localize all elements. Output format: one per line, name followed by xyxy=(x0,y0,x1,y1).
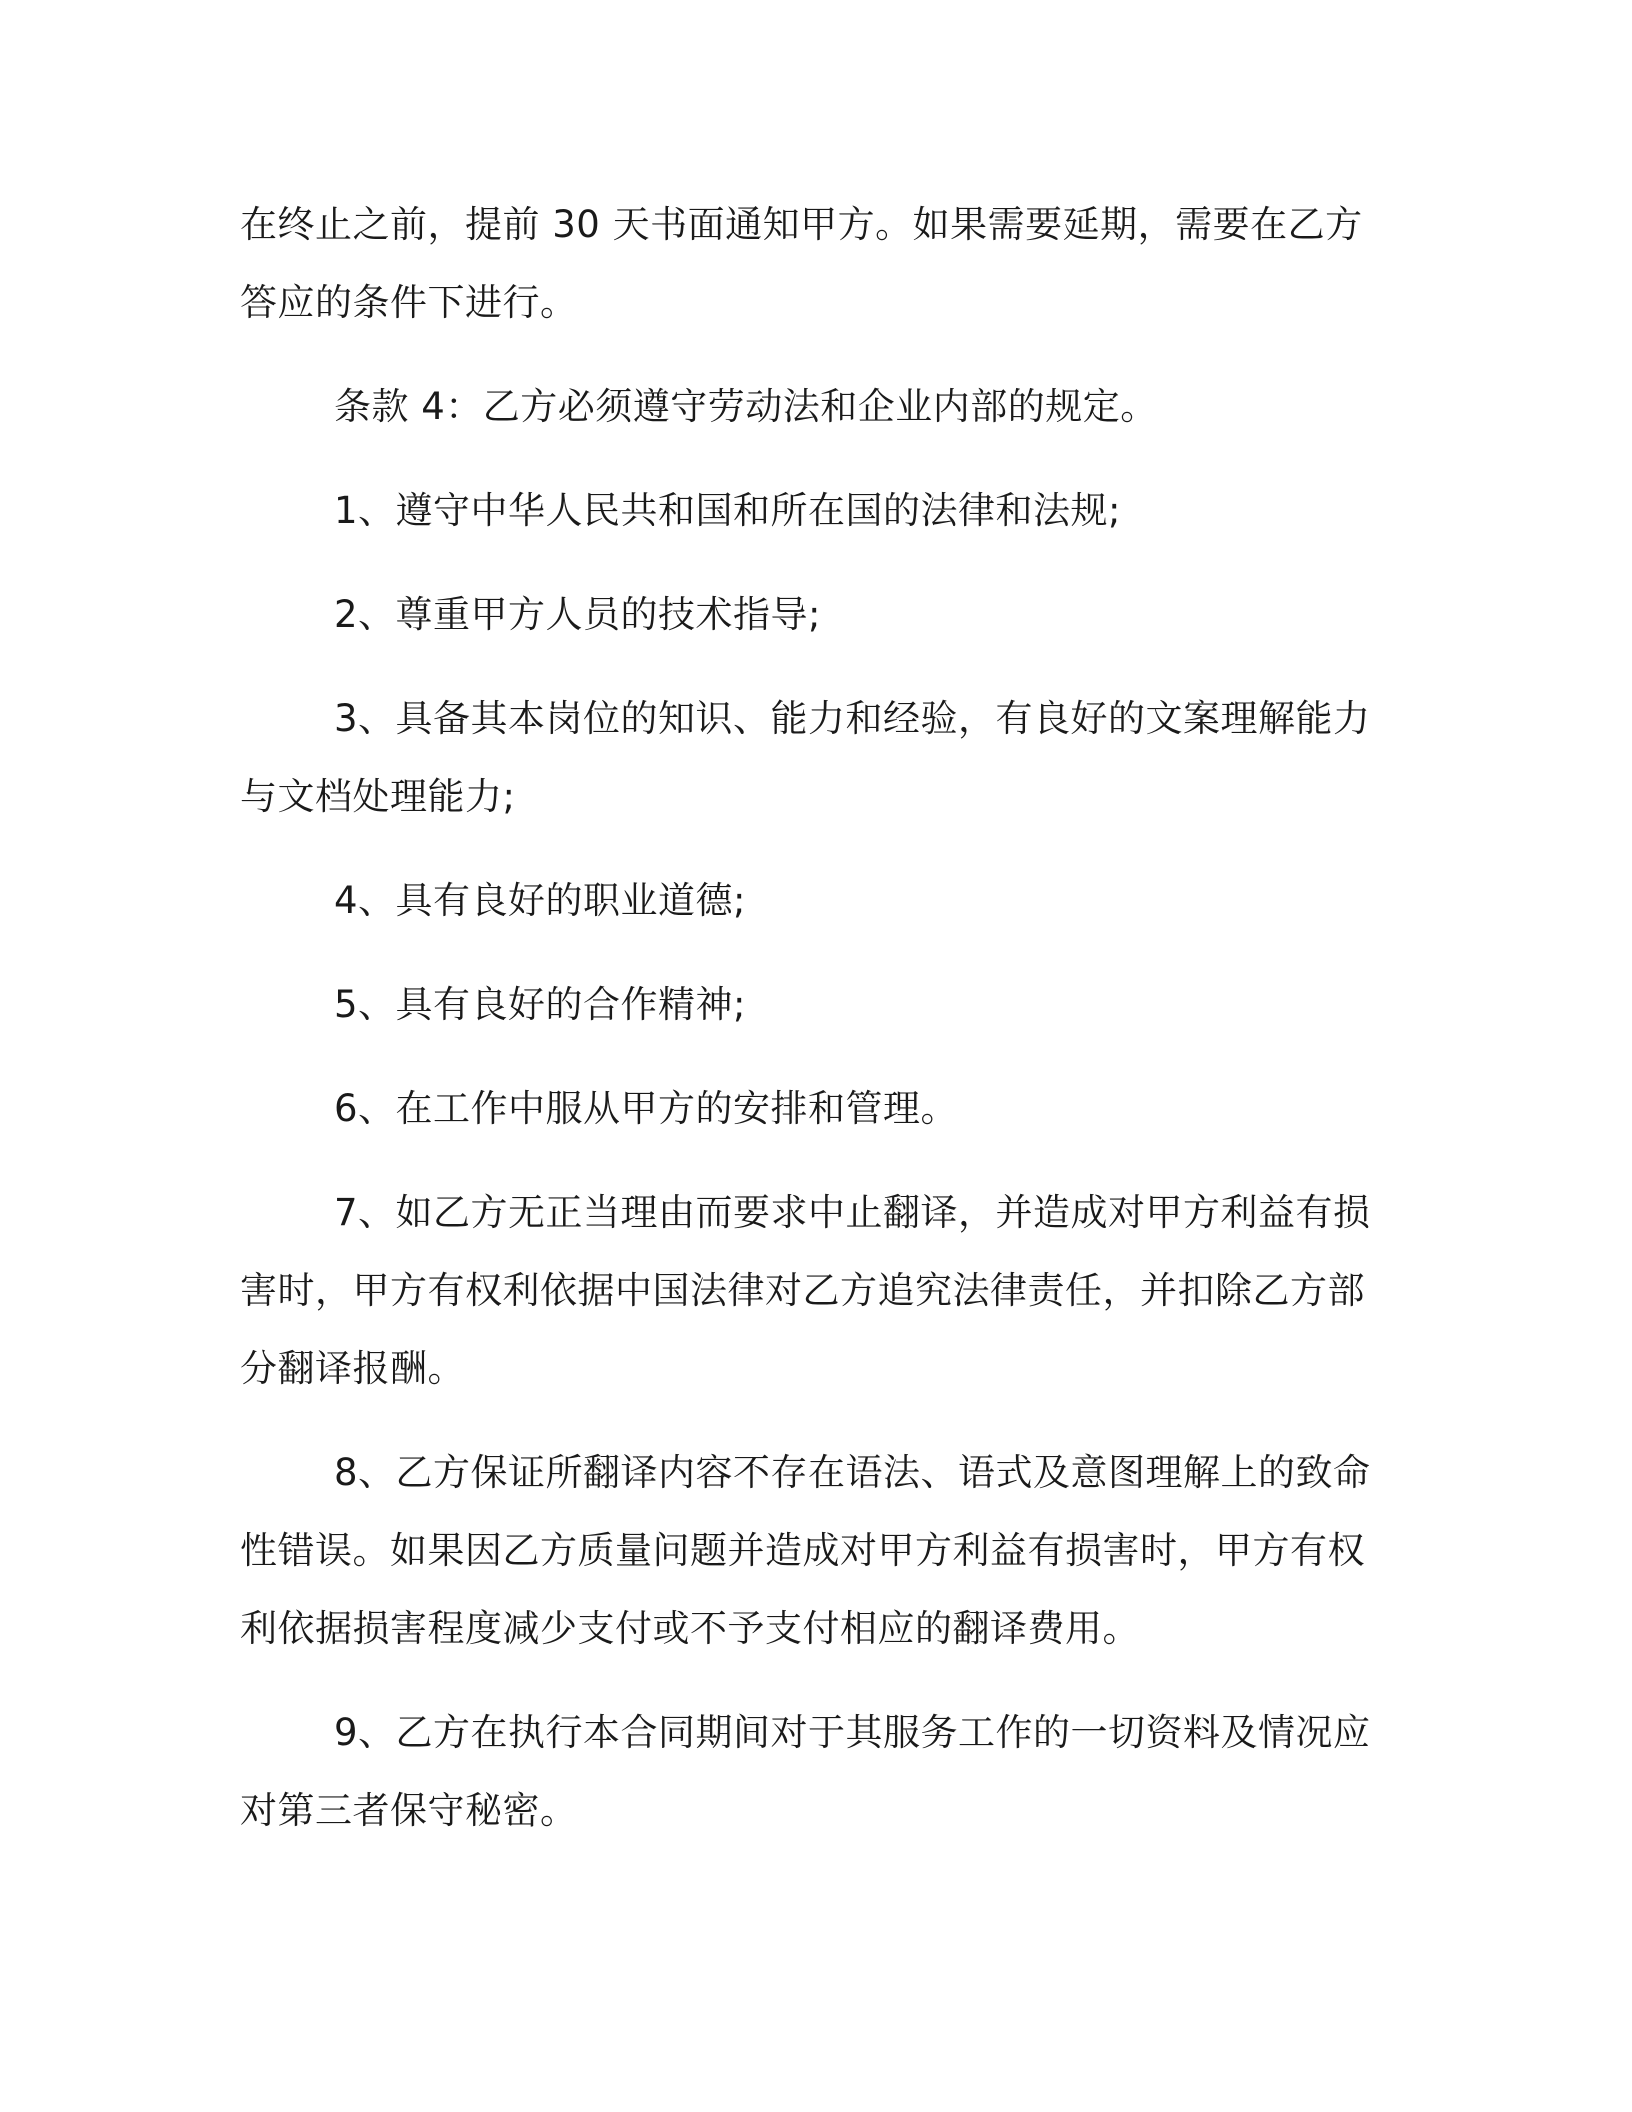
list-item-9: 9、乙方在执行本合同期间对于其服务工作的一切资料及情况应对第三者保守秘密。 xyxy=(240,1711,1371,1832)
list-item-5: 5、具有良好的合作精神; xyxy=(334,983,747,1026)
document-body xyxy=(240,186,1400,1876)
list-item-8: 8、乙方保证所翻译内容不存在语法、语式及意图理解上的致命性错误。如果因乙方质量问题并造成对甲方利益有损害时，甲方有权利依据损害程度减少支付或不予支付相应的翻译费用。 xyxy=(240,1451,1371,1650)
paragraph-continuation: 在终止之前，提前 30 天书面通知甲方。如果需要延期，需要在乙方答应的条件下进行。 xyxy=(240,203,1363,324)
list-item-1: 1、遵守中华人民共和国和所在国的法律和法规; xyxy=(334,489,1122,532)
list-item-7: 7、如乙方无正当理由而要求中止翻译，并造成对甲方利益有损害时，甲方有权利依据中国法律对乙方追究法律责任，并扣除乙方部分翻译报酬。 xyxy=(240,1191,1371,1390)
list-item-6: 6、在工作中服从甲方的安排和管理。 xyxy=(334,1087,959,1130)
list-item-2: 2、尊重甲方人员的技术指导; xyxy=(334,593,822,636)
list-item-4: 4、具有良好的职业道德; xyxy=(334,879,747,922)
paragraph-clause-4: 条款 4：乙方必须遵守劳动法和企业内部的规定。 xyxy=(334,385,1158,428)
list-item-3: 3、具备其本岗位的知识、能力和经验，有良好的文案理解能力与文档处理能力; xyxy=(240,697,1371,818)
